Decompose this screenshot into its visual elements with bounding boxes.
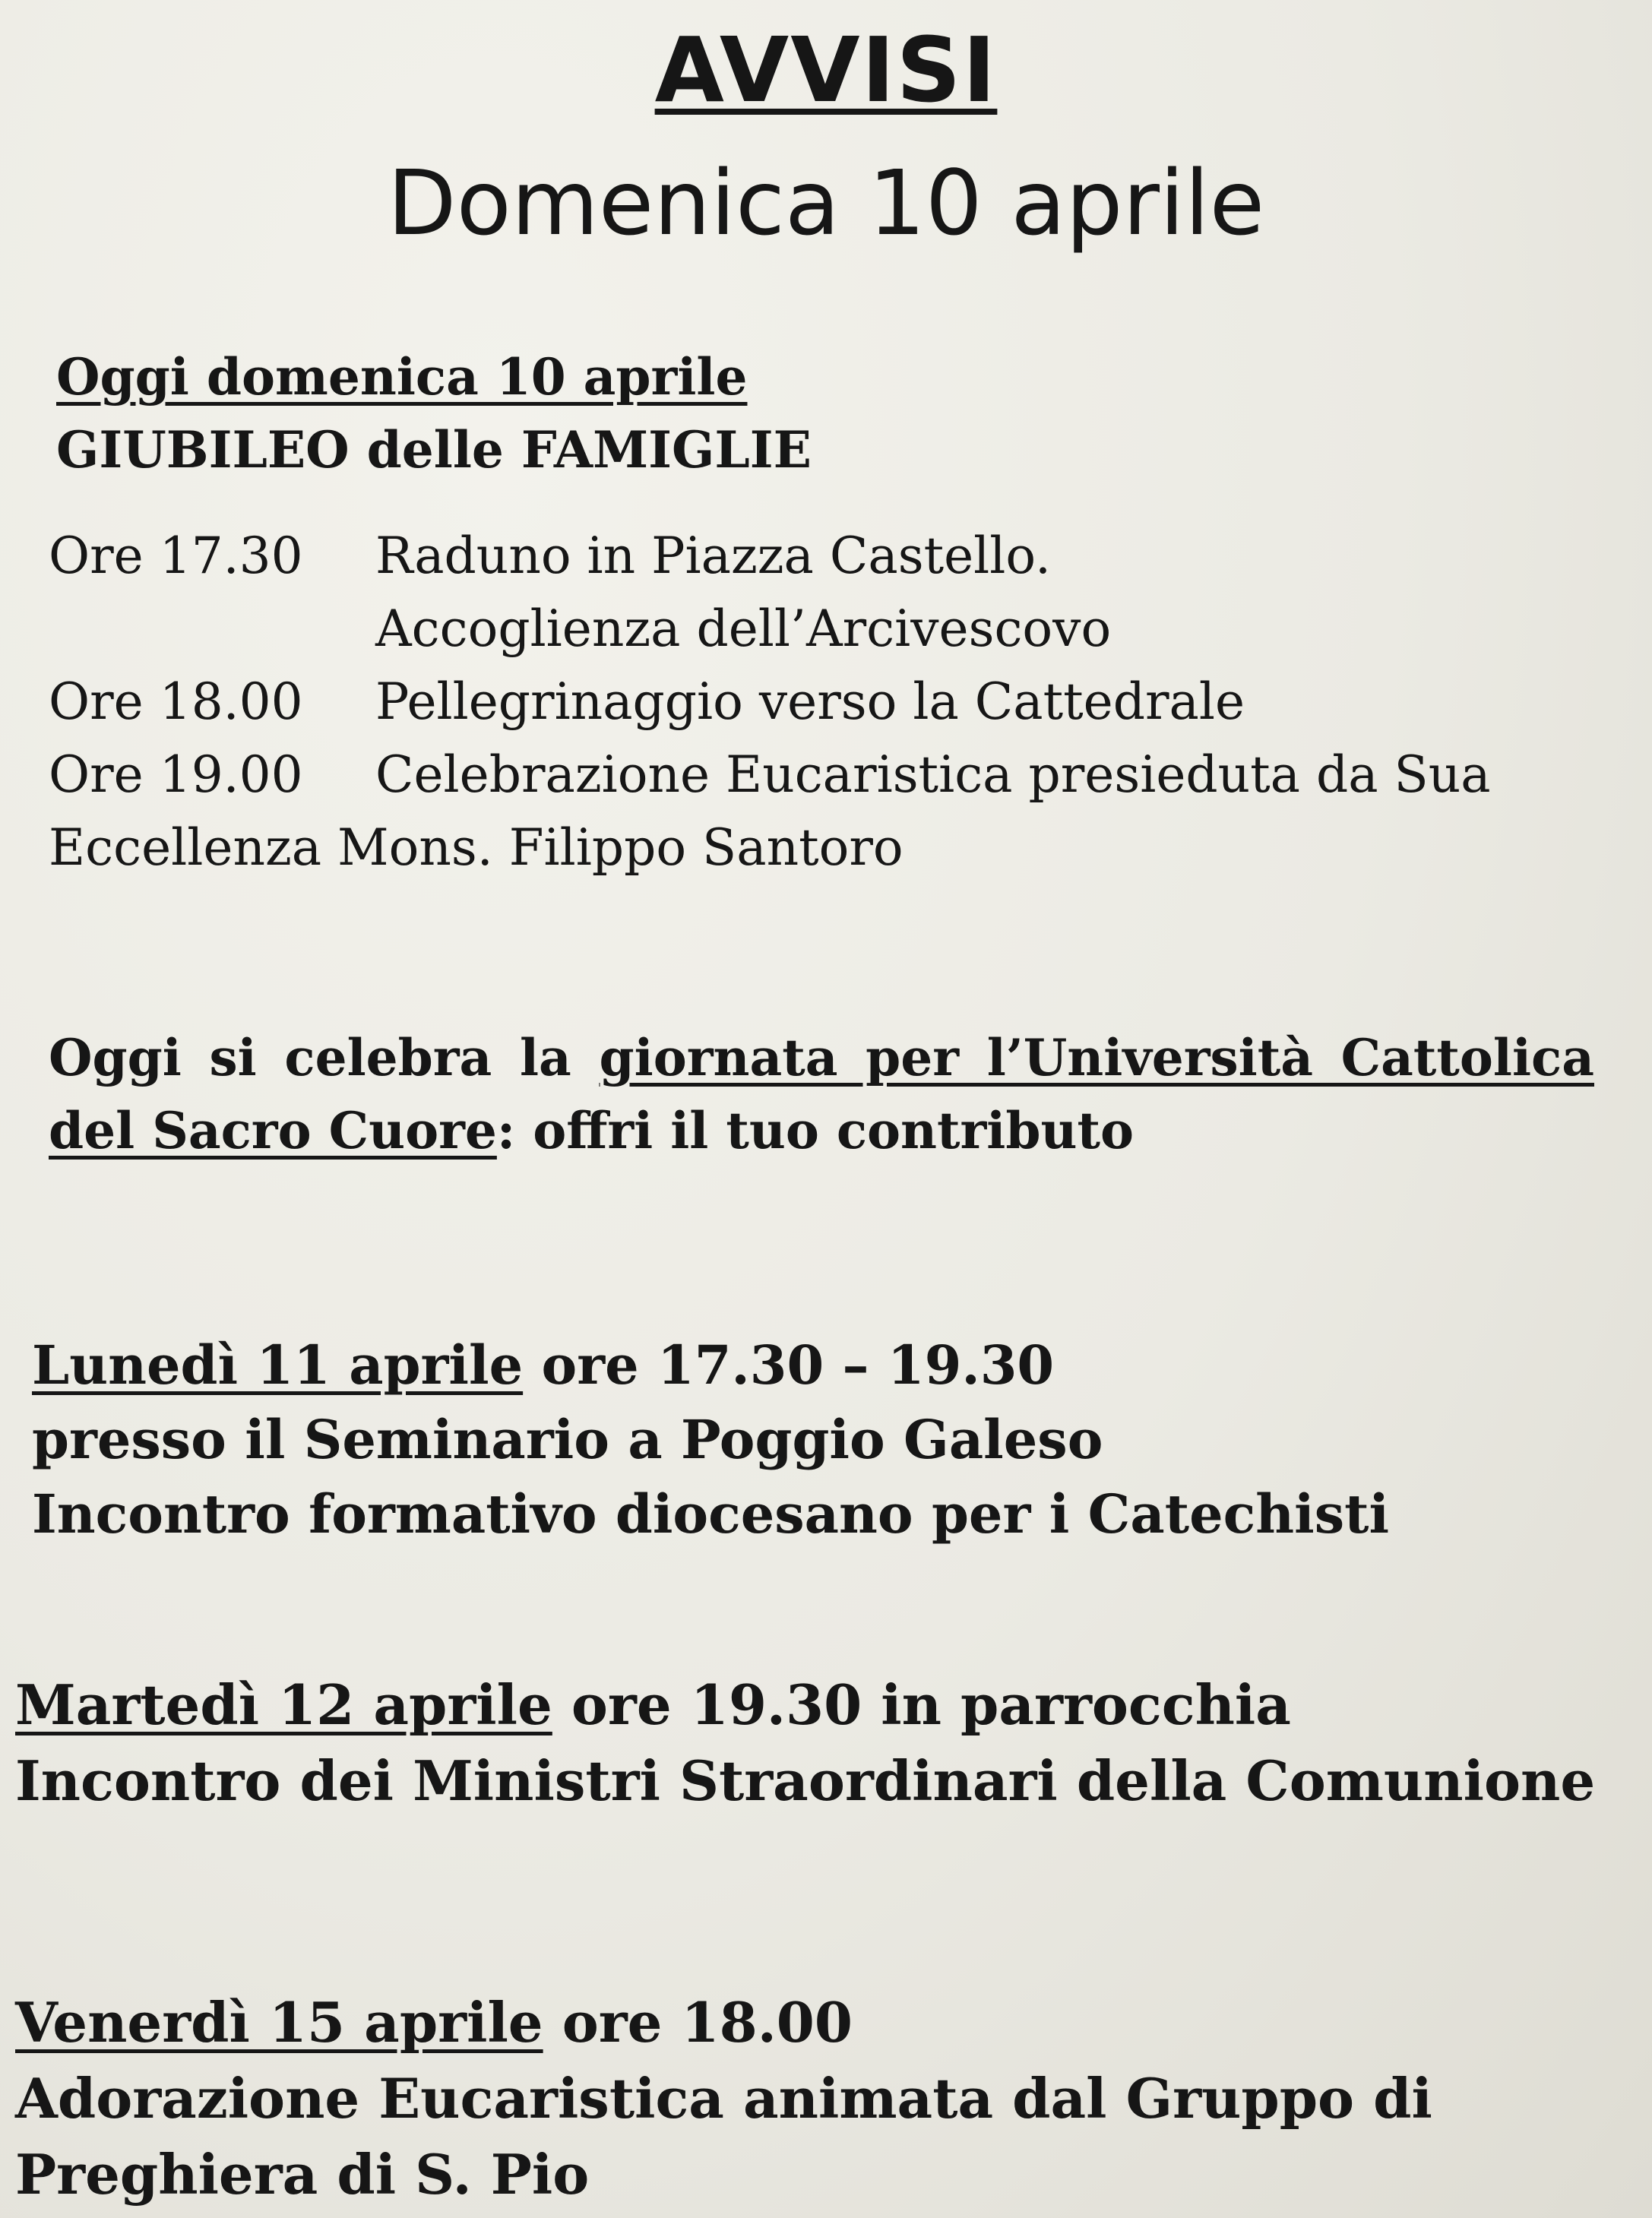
section3-date: Lunedì 11 aprile — [32, 1334, 524, 1397]
section-venerdi — [15, 1985, 1641, 2213]
section3-time: ore 17.30 – 19.30 — [523, 1334, 1055, 1397]
schedule-description — [375, 739, 1614, 812]
schedule-description — [375, 666, 1614, 739]
section5-line1 — [15, 1985, 1641, 2061]
notice-subtitle: Domenica 10 aprile — [387, 150, 1265, 255]
section4-time: ore 19.30 in parrocchia — [552, 1672, 1291, 1737]
section2-tail: : offri il tuo contributo — [496, 1101, 1134, 1160]
section3-line3: Incontro formativo diocesano per i Catechisti — [32, 1482, 1390, 1546]
schedule-line: Celebrazione Eucaristica presieduta da Sua — [375, 745, 1491, 804]
schedule-time: Ore 17.30 — [49, 527, 303, 585]
schedule-row — [49, 666, 1614, 739]
section2-highlight: giornata per l’Università Cattolica del Sacro Cuore — [49, 1028, 1594, 1160]
schedule-row — [49, 520, 1614, 666]
section4-body: Incontro dei Ministri Straordinari della Comunione — [15, 1748, 1596, 1813]
schedule-continuation: Eccellenza Mons. Filippo Santoro — [49, 818, 904, 877]
section2-lead: Oggi si celebra la — [49, 1028, 600, 1087]
section5-line2: Adorazione Eucaristica animata dal Gruppo di — [15, 2066, 1432, 2131]
giubileo-schedule — [49, 520, 1614, 884]
schedule-line: Pellegrinaggio verso la Cattedrale — [375, 672, 1245, 731]
schedule-time: Ore 18.00 — [49, 672, 303, 731]
section-martedi — [15, 1667, 1626, 1819]
section4-line1 — [15, 1667, 1626, 1743]
schedule-row — [49, 739, 1614, 812]
section3-line1 — [32, 1328, 1389, 1403]
section-giubileo-header — [56, 340, 812, 486]
section-lunedi — [32, 1328, 1389, 1552]
section-giubileo-event: GIUBILEO delle FAMIGLIE — [56, 420, 812, 479]
notice-title: AVVISI — [654, 17, 998, 122]
section3-line2: presso il Seminario a Poggio Galeso — [32, 1408, 1103, 1471]
section-universita-cattolica — [49, 1021, 1594, 1167]
section-giubileo-date: Oggi domenica 10 aprile — [56, 347, 748, 407]
section5-time: ore 18.00 — [543, 1990, 853, 2055]
section4-date: Martedì 12 aprile — [15, 1672, 552, 1737]
section5-line3: Preghiera di S. Pio — [15, 2142, 590, 2207]
schedule-line: Raduno in Piazza Castello. — [375, 527, 1051, 585]
schedule-description — [375, 520, 1614, 666]
schedule-time: Ore 19.00 — [49, 745, 303, 804]
section5-date: Venerdì 15 aprile — [15, 1990, 543, 2055]
schedule-line: Accoglienza dell’Arcivescovo — [375, 600, 1112, 658]
